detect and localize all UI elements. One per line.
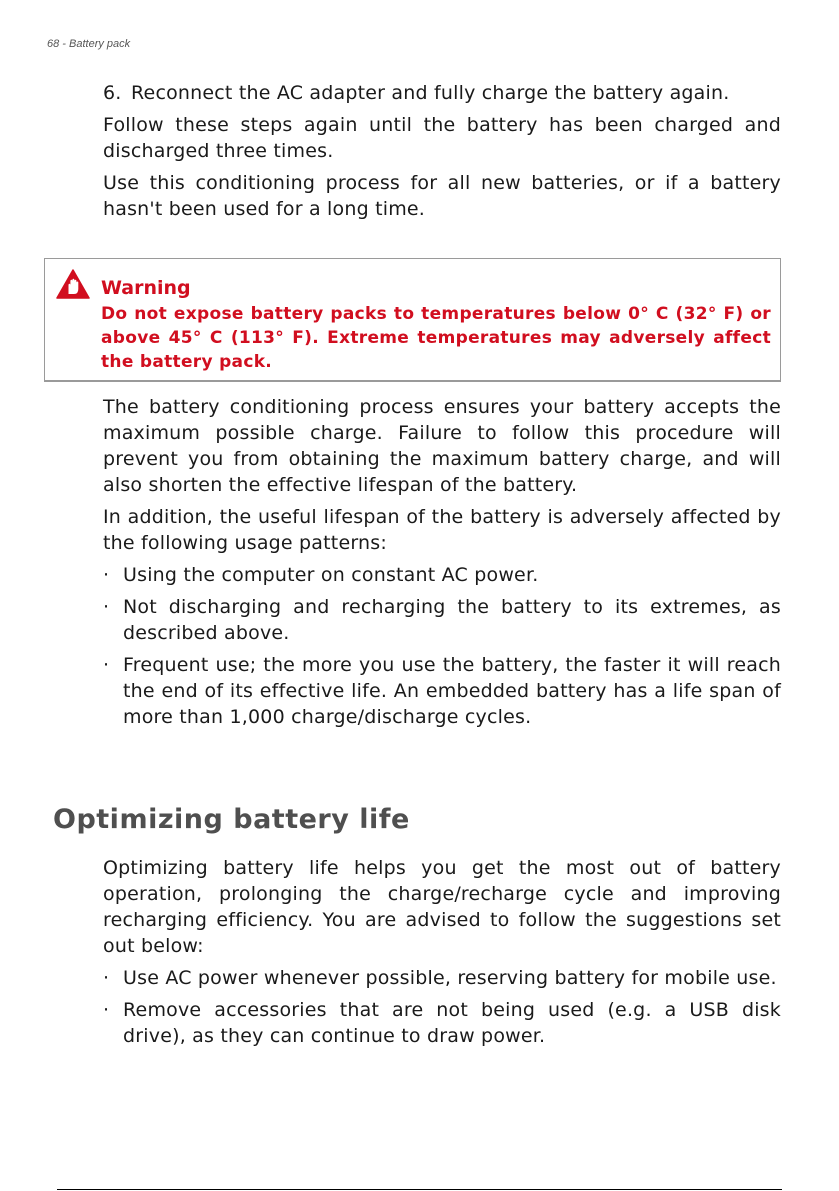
usage-patterns-list bbox=[103, 562, 781, 730]
list-item: · Remove accessories that are not being used (e.g. a USB disk drive), as they can continue to draw power. bbox=[103, 999, 781, 1047]
step-number: 6. bbox=[103, 82, 122, 104]
step-6 bbox=[103, 80, 781, 106]
list-item: · Not discharging and recharging the battery to its extremes, as described above. bbox=[103, 596, 781, 644]
paragraph-repeat-steps: Follow these steps again until the battery has been charged and discharged three times. bbox=[103, 114, 781, 162]
list-item: · Frequent use; the more you use the battery, the faster it will reach the end of its effective life. An embedded battery has a life span of more than 1,000 charge/discharge cycles. bbox=[103, 654, 781, 728]
paragraph-conditioning-benefit: The battery conditioning process ensures your battery accepts the maximum possible charge. Failure to follow this procedure will prevent you from obtaining the maximum battery charge, and will also shorten the effective lifespan of the battery. bbox=[103, 396, 781, 496]
paragraph-conditioning-use: Use this conditioning process for all new batteries, or if a battery hasn't been used for a long time. bbox=[103, 172, 781, 220]
paragraph-optimizing-intro: Optimizing battery life helps you get the most out of battery operation, prolonging the charge/recharge cycle and improving recharging efficiency. You are advised to follow the suggestions set out below: bbox=[103, 857, 781, 957]
section-content bbox=[103, 855, 781, 1055]
top-content bbox=[103, 80, 781, 228]
suggestions-list bbox=[103, 965, 781, 1049]
warning-text: Do not expose battery packs to temperatures below 0° C (32° F) or above 45° C (113° F). Extreme temperatures may adversely affect the battery pack. bbox=[101, 304, 771, 372]
bullet-dot: · bbox=[103, 999, 110, 1021]
middle-content bbox=[103, 394, 781, 736]
bullet-dot: · bbox=[103, 654, 110, 676]
warning-box bbox=[44, 258, 781, 382]
warning-hand-icon bbox=[56, 269, 90, 299]
list-item: · Using the computer on constant AC power. bbox=[103, 564, 539, 586]
bullet-dot: · bbox=[103, 967, 110, 989]
bullet-dot: · bbox=[103, 564, 110, 586]
paragraph-usage-intro: In addition, the useful lifespan of the battery is adversely affected by the following usage patterns: bbox=[103, 506, 781, 554]
footer-rule bbox=[57, 1189, 782, 1190]
running-header: 68 - Battery pack bbox=[47, 38, 131, 50]
bullet-dot: · bbox=[103, 596, 110, 618]
warning-title: Warning bbox=[101, 277, 191, 299]
section-heading: Optimizing battery life bbox=[53, 804, 410, 835]
list-item: · Use AC power whenever possible, reserving battery for mobile use. bbox=[103, 967, 777, 989]
step-text: Reconnect the AC adapter and fully charge the battery again. bbox=[131, 82, 730, 104]
